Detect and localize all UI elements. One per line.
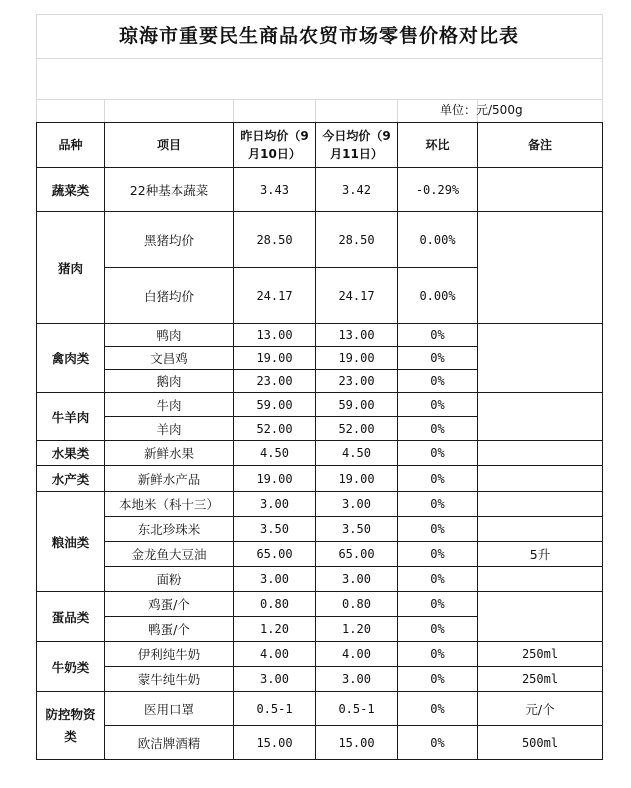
note-cell bbox=[478, 168, 603, 212]
table-row bbox=[37, 642, 603, 667]
today-price-cell: 4.00 bbox=[316, 642, 398, 667]
change-cell: 0% bbox=[398, 441, 478, 466]
change-cell: 0% bbox=[398, 667, 478, 692]
header-yesterday-line1: 昨日均价（9 bbox=[240, 129, 309, 143]
yesterday-price-cell: 4.00 bbox=[234, 642, 316, 667]
table-row bbox=[37, 212, 603, 268]
note-cell: 250ml bbox=[478, 642, 603, 667]
table-row bbox=[37, 492, 603, 517]
today-price-cell: 15.00 bbox=[316, 726, 398, 760]
header-note: 备注 bbox=[478, 123, 603, 168]
header-yesterday bbox=[234, 123, 316, 168]
note-cell bbox=[478, 517, 603, 542]
header-today bbox=[316, 123, 398, 168]
yesterday-price-cell: 19.00 bbox=[234, 466, 316, 492]
item-cell: 新鲜水果 bbox=[105, 441, 234, 466]
table-row bbox=[37, 592, 603, 617]
change-cell: 0% bbox=[398, 592, 478, 617]
yesterday-price-cell: 24.17 bbox=[234, 268, 316, 324]
yesterday-price-cell: 59.00 bbox=[234, 393, 316, 417]
note-cell bbox=[478, 466, 603, 492]
note-cell bbox=[478, 567, 603, 592]
today-price-cell: 65.00 bbox=[316, 542, 398, 567]
yesterday-price-cell: 3.43 bbox=[234, 168, 316, 212]
note-cell bbox=[478, 492, 603, 517]
today-price-cell: 3.50 bbox=[316, 517, 398, 542]
item-cell: 22种基本蔬菜 bbox=[105, 168, 234, 212]
today-price-cell: 0.80 bbox=[316, 592, 398, 617]
note-cell bbox=[478, 592, 603, 642]
today-price-cell: 3.42 bbox=[316, 168, 398, 212]
today-price-cell: 4.50 bbox=[316, 441, 398, 466]
unit-label: 单位：元/500g bbox=[440, 103, 523, 117]
change-cell: 0% bbox=[398, 370, 478, 393]
category-cell: 蛋品类 bbox=[37, 592, 105, 642]
yesterday-price-cell: 15.00 bbox=[234, 726, 316, 760]
today-price-cell: 23.00 bbox=[316, 370, 398, 393]
header-today-line2: 月11日） bbox=[330, 147, 383, 161]
header-change: 环比 bbox=[398, 123, 478, 168]
item-cell: 东北珍珠米 bbox=[105, 517, 234, 542]
item-cell: 金龙鱼大豆油 bbox=[105, 542, 234, 567]
table-row bbox=[37, 667, 603, 692]
table-row bbox=[37, 567, 603, 592]
today-price-cell: 24.17 bbox=[316, 268, 398, 324]
change-cell: 0% bbox=[398, 542, 478, 567]
change-cell: 0% bbox=[398, 417, 478, 441]
note-cell bbox=[478, 324, 603, 393]
category-cell: 蔬菜类 bbox=[37, 168, 105, 212]
note-cell: 500ml bbox=[478, 726, 603, 760]
category-cell: 牛奶类 bbox=[37, 642, 105, 692]
header-today-line1: 今日均价（9 bbox=[322, 129, 391, 143]
item-cell: 文昌鸡 bbox=[105, 347, 234, 370]
category-cell: 防控物资类 bbox=[37, 692, 105, 760]
item-cell: 鸡蛋/个 bbox=[105, 592, 234, 617]
today-price-cell: 28.50 bbox=[316, 212, 398, 268]
item-cell: 本地米（科十三） bbox=[105, 492, 234, 517]
item-cell: 鸭蛋/个 bbox=[105, 617, 234, 642]
item-cell: 鹅肉 bbox=[105, 370, 234, 393]
table-row bbox=[37, 393, 603, 417]
category-cell: 禽肉类 bbox=[37, 324, 105, 393]
yesterday-price-cell: 1.20 bbox=[234, 617, 316, 642]
table-row bbox=[37, 466, 603, 492]
yesterday-price-cell: 3.00 bbox=[234, 567, 316, 592]
item-cell: 黑猪均价 bbox=[105, 212, 234, 268]
header-yesterday-line2: 月10日） bbox=[248, 147, 301, 161]
note-cell: 元/个 bbox=[478, 692, 603, 726]
change-cell: 0% bbox=[398, 517, 478, 542]
yesterday-price-cell: 23.00 bbox=[234, 370, 316, 393]
yesterday-price-cell: 13.00 bbox=[234, 324, 316, 347]
page-title: 琼海市重要民生商品农贸市场零售价格对比表 bbox=[118, 25, 519, 47]
table-row bbox=[37, 441, 603, 466]
table-row bbox=[37, 542, 603, 567]
change-cell: 0% bbox=[398, 347, 478, 370]
header-item: 项目 bbox=[105, 123, 234, 168]
yesterday-price-cell: 0.5-1 bbox=[234, 692, 316, 726]
category-cell: 水果类 bbox=[37, 441, 105, 466]
note-cell bbox=[478, 393, 603, 441]
item-cell: 新鲜水产品 bbox=[105, 466, 234, 492]
yesterday-price-cell: 3.50 bbox=[234, 517, 316, 542]
item-cell: 鸭肉 bbox=[105, 324, 234, 347]
table-row bbox=[37, 692, 603, 726]
table-row bbox=[37, 168, 603, 212]
category-cell: 粮油类 bbox=[37, 492, 105, 592]
price-table bbox=[36, 122, 603, 760]
change-cell: 0% bbox=[398, 642, 478, 667]
note-cell: 5升 bbox=[478, 542, 603, 567]
table-row bbox=[37, 726, 603, 760]
item-cell: 牛肉 bbox=[105, 393, 234, 417]
change-cell: 0% bbox=[398, 692, 478, 726]
today-price-cell: 3.00 bbox=[316, 667, 398, 692]
header-row bbox=[37, 123, 603, 168]
item-cell: 羊肉 bbox=[105, 417, 234, 441]
note-cell bbox=[478, 212, 603, 324]
header-category: 品种 bbox=[37, 123, 105, 168]
today-price-cell: 19.00 bbox=[316, 466, 398, 492]
item-cell: 面粉 bbox=[105, 567, 234, 592]
change-cell: 0.00% bbox=[398, 212, 478, 268]
change-cell: 0% bbox=[398, 324, 478, 347]
item-cell: 伊利纯牛奶 bbox=[105, 642, 234, 667]
yesterday-price-cell: 3.00 bbox=[234, 667, 316, 692]
change-cell: 0% bbox=[398, 393, 478, 417]
yesterday-price-cell: 65.00 bbox=[234, 542, 316, 567]
item-cell: 欧洁牌酒精 bbox=[105, 726, 234, 760]
change-cell: 0% bbox=[398, 466, 478, 492]
today-price-cell: 1.20 bbox=[316, 617, 398, 642]
change-cell: 0% bbox=[398, 567, 478, 592]
yesterday-price-cell: 3.00 bbox=[234, 492, 316, 517]
note-cell: 250ml bbox=[478, 667, 603, 692]
note-cell bbox=[478, 441, 603, 466]
yesterday-price-cell: 52.00 bbox=[234, 417, 316, 441]
yesterday-price-cell: 0.80 bbox=[234, 592, 316, 617]
category-cell: 猪肉 bbox=[37, 212, 105, 324]
table-row bbox=[37, 324, 603, 347]
item-cell: 蒙牛纯牛奶 bbox=[105, 667, 234, 692]
today-price-cell: 3.00 bbox=[316, 567, 398, 592]
today-price-cell: 3.00 bbox=[316, 492, 398, 517]
today-price-cell: 0.5-1 bbox=[316, 692, 398, 726]
yesterday-price-cell: 28.50 bbox=[234, 212, 316, 268]
change-cell: 0% bbox=[398, 492, 478, 517]
item-cell: 医用口罩 bbox=[105, 692, 234, 726]
yesterday-price-cell: 19.00 bbox=[234, 347, 316, 370]
category-cell: 水产类 bbox=[37, 466, 105, 492]
table-row bbox=[37, 517, 603, 542]
yesterday-price-cell: 4.50 bbox=[234, 441, 316, 466]
today-price-cell: 19.00 bbox=[316, 347, 398, 370]
change-cell: 0% bbox=[398, 726, 478, 760]
change-cell: 0% bbox=[398, 617, 478, 642]
category-cell: 牛羊肉 bbox=[37, 393, 105, 441]
change-cell: -0.29% bbox=[398, 168, 478, 212]
today-price-cell: 59.00 bbox=[316, 393, 398, 417]
today-price-cell: 13.00 bbox=[316, 324, 398, 347]
item-cell: 白猪均价 bbox=[105, 268, 234, 324]
today-price-cell: 52.00 bbox=[316, 417, 398, 441]
change-cell: 0.00% bbox=[398, 268, 478, 324]
